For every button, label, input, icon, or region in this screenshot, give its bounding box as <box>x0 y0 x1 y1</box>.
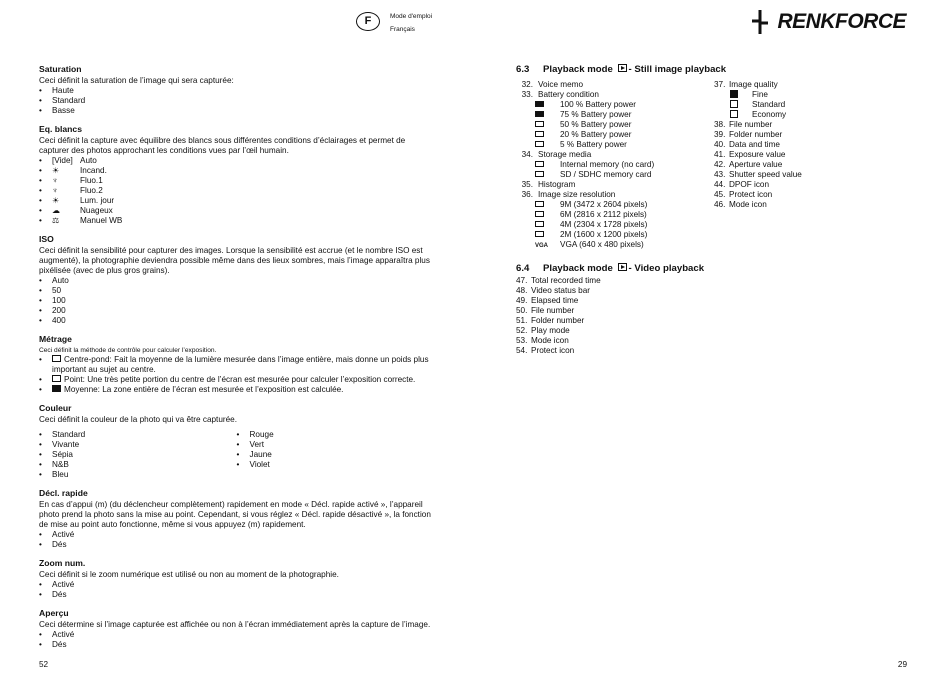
list-item <box>39 196 434 206</box>
quick-shutter-heading: Décl. rapide <box>39 488 88 498</box>
item-label: Total recorded time <box>531 276 601 285</box>
fluorescent-icon: ♆ <box>52 176 58 185</box>
spot-icon <box>52 375 61 382</box>
list-item <box>714 150 914 160</box>
wb-label: Fluo.1 <box>80 176 103 185</box>
right-page-number: 29 <box>897 660 907 669</box>
item-label: Folder number <box>729 130 783 139</box>
list-item <box>39 166 434 176</box>
list-item: • Standard <box>39 430 237 440</box>
wb-label: Fluo.2 <box>80 186 103 195</box>
size-2m-icon <box>535 231 544 237</box>
item-label: Aperture value <box>729 160 783 169</box>
wb-label: Auto <box>80 156 97 165</box>
item-label: 20 % Battery power <box>560 130 632 139</box>
item-number: 34. <box>521 150 533 159</box>
list-item: • Haute <box>39 86 434 96</box>
item-label: Play mode <box>531 326 570 335</box>
item-label: Histogram <box>538 180 576 189</box>
item-label: VGA (640 x 480 pixels) <box>560 240 644 249</box>
list-item: • Vert <box>237 440 435 450</box>
list-item <box>516 160 714 170</box>
color-heading: Couleur <box>39 403 72 413</box>
preview-heading: Aperçu <box>39 608 69 618</box>
list-item <box>516 190 714 200</box>
list-item <box>714 160 914 170</box>
section-color <box>39 403 434 480</box>
list-item: • Basse <box>39 106 434 116</box>
metering-label: Point: Une très petite portion du centre de l’écran est mesurée pour calculer l’exposition correcte. <box>64 375 416 384</box>
right-page-content <box>516 64 916 356</box>
list-item: • Rouge <box>237 430 435 440</box>
saturation-heading: Saturation <box>39 64 82 74</box>
list-item <box>39 176 434 186</box>
item-number: 51. <box>516 316 528 325</box>
item-number: 47. <box>516 276 528 285</box>
list-item: • Vivante <box>39 440 237 450</box>
item-number: 53. <box>516 336 528 345</box>
list-item: • Dés <box>39 590 434 600</box>
manual-wb-icon: ⚖ <box>52 216 60 225</box>
metering-label: Centre-pond: Fait la moyenne de la lumière mesurée dans l’image entière, mais donne un poids plus important au sujet au centre. <box>52 355 429 374</box>
battery-20-icon <box>535 131 544 137</box>
item-label: 50 % Battery power <box>560 120 632 129</box>
quick-shutter-desc: En cas d’appui (m) (du déclencheur complètement) rapidement en mode « Décl. rapide activé », l’appareil photo prend la photo sans la mise au point. Cependant, si vous réglez « Décl. rapide désactivé », la fonction de mise au point auto fonctionne, même si vous appuyez (m) rapidement. <box>39 500 431 529</box>
battery-50-icon <box>535 121 544 127</box>
list-item: • Activé <box>39 580 434 590</box>
item-label: Storage media <box>538 150 592 159</box>
quality-standard-icon <box>730 100 738 108</box>
item-number: 49. <box>516 296 528 305</box>
list-item: • Dés <box>39 540 434 550</box>
list-item <box>516 80 714 90</box>
heading-text: Playback mode <box>543 64 613 75</box>
center-weighted-icon <box>52 355 61 362</box>
section-digital-zoom <box>39 558 434 600</box>
list-item <box>516 286 916 296</box>
item-label: Mode icon <box>729 200 767 209</box>
size-9m-icon <box>535 201 544 207</box>
list-item <box>714 110 914 120</box>
list-item <box>714 100 914 110</box>
color-desc: Ceci définit la couleur de la photo qui va être capturée. <box>39 415 237 424</box>
brand-name: RENKFORCE <box>777 10 906 33</box>
item-label: SD / SDHC memory card <box>560 170 652 179</box>
wb-label: Lum. jour <box>80 196 115 205</box>
list-item <box>516 180 714 190</box>
list-item: • Violet <box>237 460 435 470</box>
list-item <box>516 90 714 100</box>
item-number: 37. <box>714 80 726 89</box>
wb-desc: Ceci définit la capture avec équilibre des blancs sous différentes conditions d’éclairages et permet de capturer des photos approchant les conditions vues par l’œil humain. <box>39 136 406 155</box>
item-number: 54. <box>516 346 528 355</box>
playback-icon <box>618 64 627 72</box>
item-label: Shutter speed value <box>729 170 802 179</box>
item-number: 33. <box>521 90 533 99</box>
item-number: 52. <box>516 326 528 335</box>
item-label: 75 % Battery power <box>560 110 632 119</box>
item-label: Image quality <box>729 80 778 89</box>
size-vga-icon: VGA <box>535 243 549 249</box>
list-item <box>516 296 916 306</box>
size-6m-icon <box>535 211 544 217</box>
item-label: 5 % Battery power <box>560 140 627 149</box>
item-label: 9M (3472 x 2604 pixels) <box>560 200 648 209</box>
list-item <box>516 100 714 110</box>
wb-code: [Vide] <box>52 156 73 165</box>
metering-desc: Ceci définit la méthode de contrôle pour calculer l’exposition. <box>39 347 217 354</box>
item-label: Data and time <box>729 140 780 149</box>
zoom-desc: Ceci définit si le zoom numérique est utilisé ou non au moment de la photographie. <box>39 570 339 579</box>
list-item <box>714 80 914 90</box>
item-label: Folder number <box>531 316 585 325</box>
list-item <box>516 130 714 140</box>
battery-full-icon <box>535 101 544 107</box>
section-quick-shutter <box>39 488 434 550</box>
playback-icon <box>618 263 627 271</box>
item-label: File number <box>729 120 773 129</box>
list-item <box>39 355 434 375</box>
list-item: • Auto <box>39 276 434 286</box>
list-item <box>714 140 914 150</box>
item-number: 39. <box>714 130 726 139</box>
heading-text: Playback mode <box>543 263 613 274</box>
item-label: Battery condition <box>538 90 599 99</box>
list-item <box>516 200 714 210</box>
language-badge: F <box>356 12 380 31</box>
item-label: Fine <box>752 90 768 99</box>
item-label: Protect icon <box>531 346 575 355</box>
quality-economy-icon <box>730 110 738 118</box>
battery-75-icon <box>535 111 544 117</box>
list-item <box>714 200 914 210</box>
item-number: 43. <box>714 170 726 179</box>
section-metering <box>39 334 434 395</box>
list-item: • N&B <box>39 460 237 470</box>
list-item <box>714 170 914 180</box>
list-item <box>714 190 914 200</box>
fluorescent-icon: ♆ <box>52 186 58 195</box>
item-number: 35. <box>521 180 533 189</box>
list-item <box>516 306 916 316</box>
average-icon <box>52 385 61 392</box>
list-item <box>39 186 434 196</box>
item-number: 44. <box>714 180 726 189</box>
header-language-label: Français <box>390 26 415 33</box>
list-item <box>516 110 714 120</box>
heading-text: - Still image playback <box>628 64 727 75</box>
list-item <box>516 210 714 220</box>
item-label: 100 % Battery power <box>560 100 637 109</box>
wb-label: Manuel WB <box>80 216 123 225</box>
list-item <box>516 140 714 150</box>
list-item <box>39 206 434 216</box>
section-number: 6.3 <box>516 64 530 75</box>
section-white-balance <box>39 124 434 226</box>
list-item <box>516 230 714 240</box>
list-item <box>516 240 714 251</box>
list-item <box>39 156 434 166</box>
item-number: 32. <box>521 80 533 89</box>
list-item <box>39 385 434 395</box>
item-number: 36. <box>521 190 533 199</box>
list-item <box>39 375 434 385</box>
item-label: Economy <box>752 110 787 119</box>
battery-5-icon <box>535 141 544 147</box>
item-label: Video status bar <box>531 286 591 295</box>
list-item <box>516 346 916 356</box>
list-item <box>714 130 914 140</box>
wb-label: Nuageux <box>80 206 113 215</box>
list-item <box>714 180 914 190</box>
item-number: 46. <box>714 200 726 209</box>
list-item: • Jaune <box>237 450 435 460</box>
quality-fine-icon <box>730 90 738 98</box>
heading-text: - Video playback <box>628 263 705 274</box>
list-item <box>714 90 914 100</box>
item-label: 4M (2304 x 1728 pixels) <box>560 220 648 229</box>
zoom-heading: Zoom num. <box>39 558 86 568</box>
daylight-icon: ☀ <box>52 196 60 205</box>
list-item <box>516 120 714 130</box>
item-label: Mode icon <box>531 336 569 345</box>
incandescent-icon: ☀ <box>52 166 60 175</box>
item-label: Standard <box>752 100 786 109</box>
list-item: • Dés <box>39 640 434 650</box>
list-item <box>516 170 714 180</box>
left-page-content <box>39 64 434 658</box>
list-item: • Standard <box>39 96 434 106</box>
list-item: • Activé <box>39 530 434 540</box>
list-item <box>516 336 916 346</box>
iso-desc: Ceci définit la sensibilité pour capturer des images. Lorsque la sensibilité est accrue (et le nombre ISO est augmenté), la photographie deviendra possible même dans des lieux sombres, mais l’image apparaîtra plus pixélisée (avec de plus gros grains). <box>39 246 430 275</box>
metering-label: Moyenne: La zone entière de l’écran est mesurée et l’exposition est calculée. <box>64 385 344 394</box>
item-number: 50. <box>516 306 528 315</box>
item-number: 45. <box>714 190 726 199</box>
item-label: Protect icon <box>729 190 773 199</box>
section-iso <box>39 234 434 326</box>
section-saturation <box>39 64 434 116</box>
item-label: Voice memo <box>538 80 584 89</box>
header-manual-label: Mode d'emploi <box>390 13 433 20</box>
wb-label: Incand. <box>80 166 107 175</box>
section-number: 6.4 <box>516 263 530 274</box>
item-label: DPOF icon <box>729 180 770 189</box>
cloudy-icon: ☁ <box>52 206 60 215</box>
list-item <box>516 316 916 326</box>
saturation-desc: Ceci définit la saturation de l’image qui sera capturée: <box>39 76 234 85</box>
brand-mark-icon <box>749 9 771 35</box>
item-number: 40. <box>714 140 726 149</box>
metering-heading: Métrage <box>39 334 72 344</box>
still-playback-list <box>516 80 916 251</box>
list-item: • 50 <box>39 286 434 296</box>
internal-memory-icon <box>535 161 544 167</box>
section-6-4-heading <box>516 263 916 274</box>
item-label: Exposure value <box>729 150 786 159</box>
list-item: • 400 <box>39 316 434 326</box>
item-number: 38. <box>714 120 726 129</box>
video-playback-list <box>516 276 916 356</box>
wb-heading: Eq. blancs <box>39 124 82 134</box>
item-number: 48. <box>516 286 528 295</box>
iso-heading: ISO <box>39 234 54 244</box>
section-6-3-heading <box>516 64 916 75</box>
list-item <box>39 216 434 226</box>
item-label: 2M (1600 x 1200 pixels) <box>560 230 648 239</box>
sd-card-icon <box>535 171 544 177</box>
list-item <box>714 120 914 130</box>
list-item <box>516 220 714 230</box>
list-item: • Sépia <box>39 450 237 460</box>
list-item: • 100 <box>39 296 434 306</box>
size-4m-icon <box>535 221 544 227</box>
list-item: • Activé <box>39 630 434 640</box>
item-label: File number <box>531 306 575 315</box>
list-item <box>516 276 916 286</box>
item-label: 6M (2816 x 2112 pixels) <box>560 210 647 219</box>
list-item: • Bleu <box>39 470 237 480</box>
item-label: Internal memory (no card) <box>560 160 655 169</box>
list-item <box>516 326 916 336</box>
item-number: 41. <box>714 150 726 159</box>
item-label: Image size resolution <box>538 190 616 199</box>
brand-logo <box>749 9 906 35</box>
list-item: • 200 <box>39 306 434 316</box>
list-item <box>516 150 714 160</box>
left-page-number: 52 <box>39 660 49 669</box>
item-label: Elapsed time <box>531 296 579 305</box>
section-preview <box>39 608 434 650</box>
item-number: 42. <box>714 160 726 169</box>
preview-desc: Ceci détermine si l’image capturée est affichée ou non à l’écran immédiatement après la capture de l’image. <box>39 620 431 629</box>
